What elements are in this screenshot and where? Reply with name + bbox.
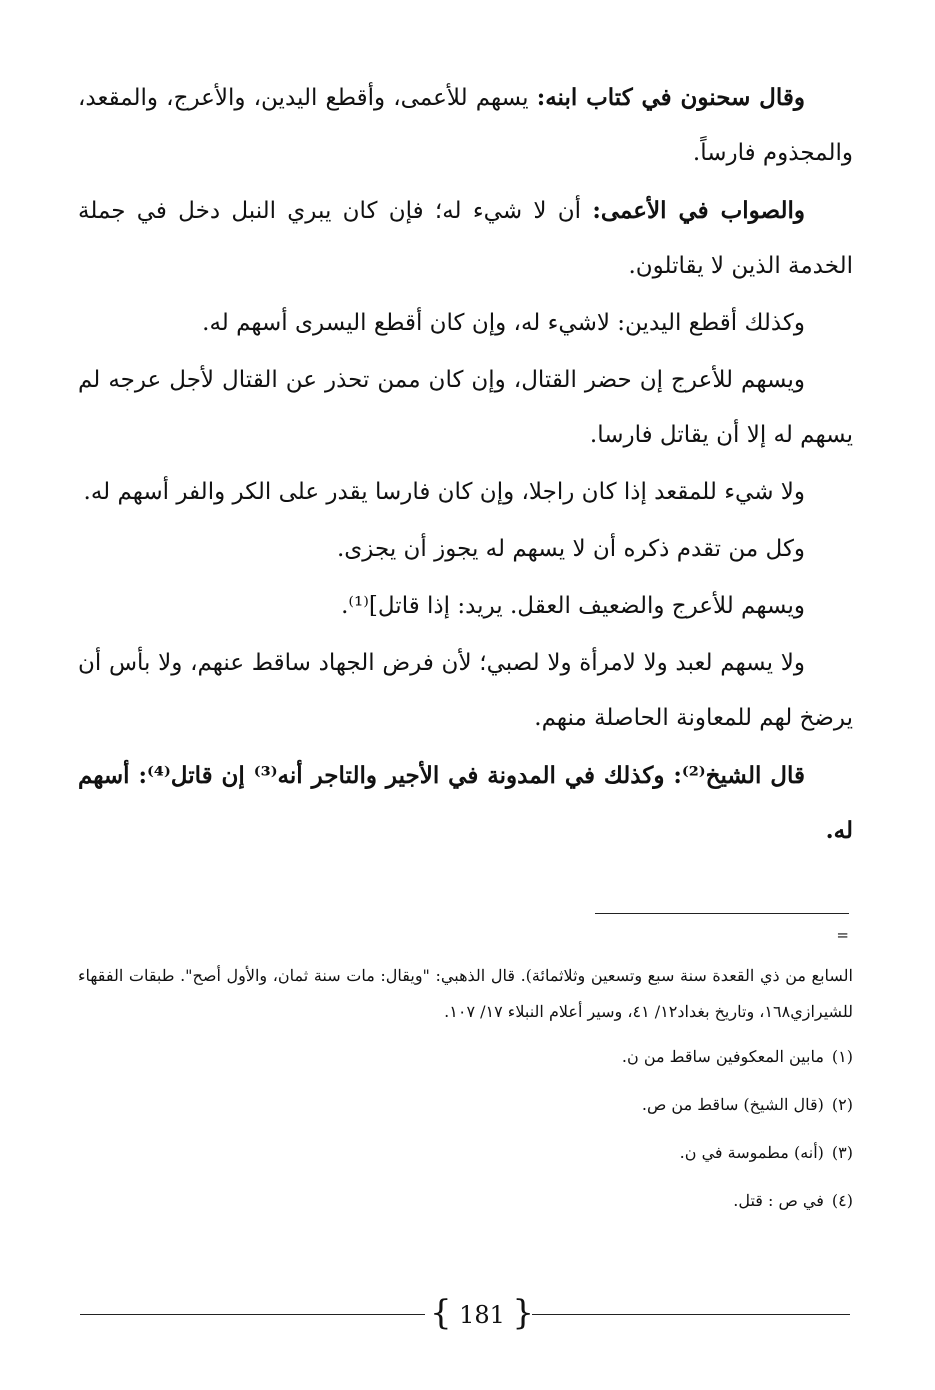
page-number: { 181 } [430, 1290, 534, 1340]
paragraph-text: يسهم للأعمى، وأقطع اليدين، والأعرج، والمقعد، والمجذوم فارساً. [78, 85, 853, 166]
footnote-4 [78, 1182, 853, 1220]
footer-rule-right [532, 1314, 850, 1315]
footnote-separator [595, 913, 849, 914]
paragraph-5 [78, 465, 853, 520]
footnote-continuation: السابع من ذي القعدة سنة سبع وتسعين وثلاثمائة). قال الذهبي: "ويقال: مات سنة ثمان، والأول أصح". طبقات الفقهاء للشيرازي١٦٨، وتاريخ بغداد١٢/ ٤١، وسير أعلام النبلاء ١٧/ ١٠٧. [78, 966, 853, 1021]
paragraph-1 [78, 70, 853, 181]
footnote-text: (قال الشيخ) ساقط من ص. [641, 1095, 824, 1114]
paragraph-9 [78, 748, 853, 858]
paragraph-text: أن لا شيء له؛ فإن كان يبري النبل دخل في جملة الخدمة الذين لا يقاتلون. [78, 198, 853, 279]
paragraph-lead: وقال سحنون في كتاب ابنه: [536, 84, 805, 111]
paragraph-text: ويسهم للأعرج إن حضر القتال، وإن كان ممن تحذر عن القتال لأجل عرجه لم يسهم له إلا أن يقاتل فارسا. [78, 367, 853, 448]
footnote-3 [78, 1134, 853, 1172]
main-text [78, 70, 853, 860]
paragraph-3 [78, 296, 853, 351]
footnote-text: (أنه) مطموسة في ن. [679, 1143, 824, 1162]
paragraph-4 [78, 353, 853, 463]
footnotes [78, 958, 853, 1230]
page-footer [80, 1290, 850, 1340]
footer-rule-left [80, 1314, 425, 1315]
footnote-number: (٣) [831, 1143, 853, 1162]
paragraph-6 [78, 522, 853, 577]
paragraph-8 [78, 636, 853, 746]
footnote-1 [78, 1038, 853, 1076]
paragraph-text: وكذلك أقطع اليدين: لاشيء له، وإن كان أقطع اليسرى أسهم له. [202, 310, 805, 336]
footnote-continuation-mark [805, 926, 849, 946]
paragraph-2 [78, 183, 853, 294]
footnote-text: في ص : قتل. [733, 1191, 824, 1210]
footnote-number: (١) [831, 1047, 853, 1066]
paragraph-7 [78, 579, 853, 634]
footnote-number: (٢) [831, 1095, 853, 1114]
footnote-number: (٤) [831, 1191, 853, 1210]
paragraph-text: وكل من تقدم ذكره أن لا يسهم له يجوز أن يجزى. [336, 536, 805, 562]
footnote-marker: = [836, 926, 849, 944]
footnote-list [78, 1038, 853, 1220]
paragraph-text: ولا يسهم لعبد ولا لامرأة ولا لصبي؛ لأن فرض الجهاد ساقط عنهم، ولا بأس أن يرضخ لهم للمعاونة الحاصلة منهم. [78, 650, 853, 731]
paragraph-lead: والصواب في الأعمى: [592, 197, 806, 224]
footnote-text: مابين المعكوفين ساقط من ن. [621, 1047, 824, 1066]
footnote-2 [78, 1086, 853, 1124]
paragraph-text: قال الشيخ⁽²⁾: وكذلك في المدونة في الأجير والتاجر أنه⁽³⁾ إن قاتل⁽⁴⁾: أسهم له. [78, 762, 853, 844]
paragraph-text: ويسهم للأعرج والضعيف العقل. يريد: إذا قاتل]⁽¹⁾. [341, 593, 805, 619]
paragraph-text: ولا شيء للمقعد إذا كان راجلا، وإن كان فارسا يقدر على الكر والفر أسهم له. [83, 479, 805, 505]
